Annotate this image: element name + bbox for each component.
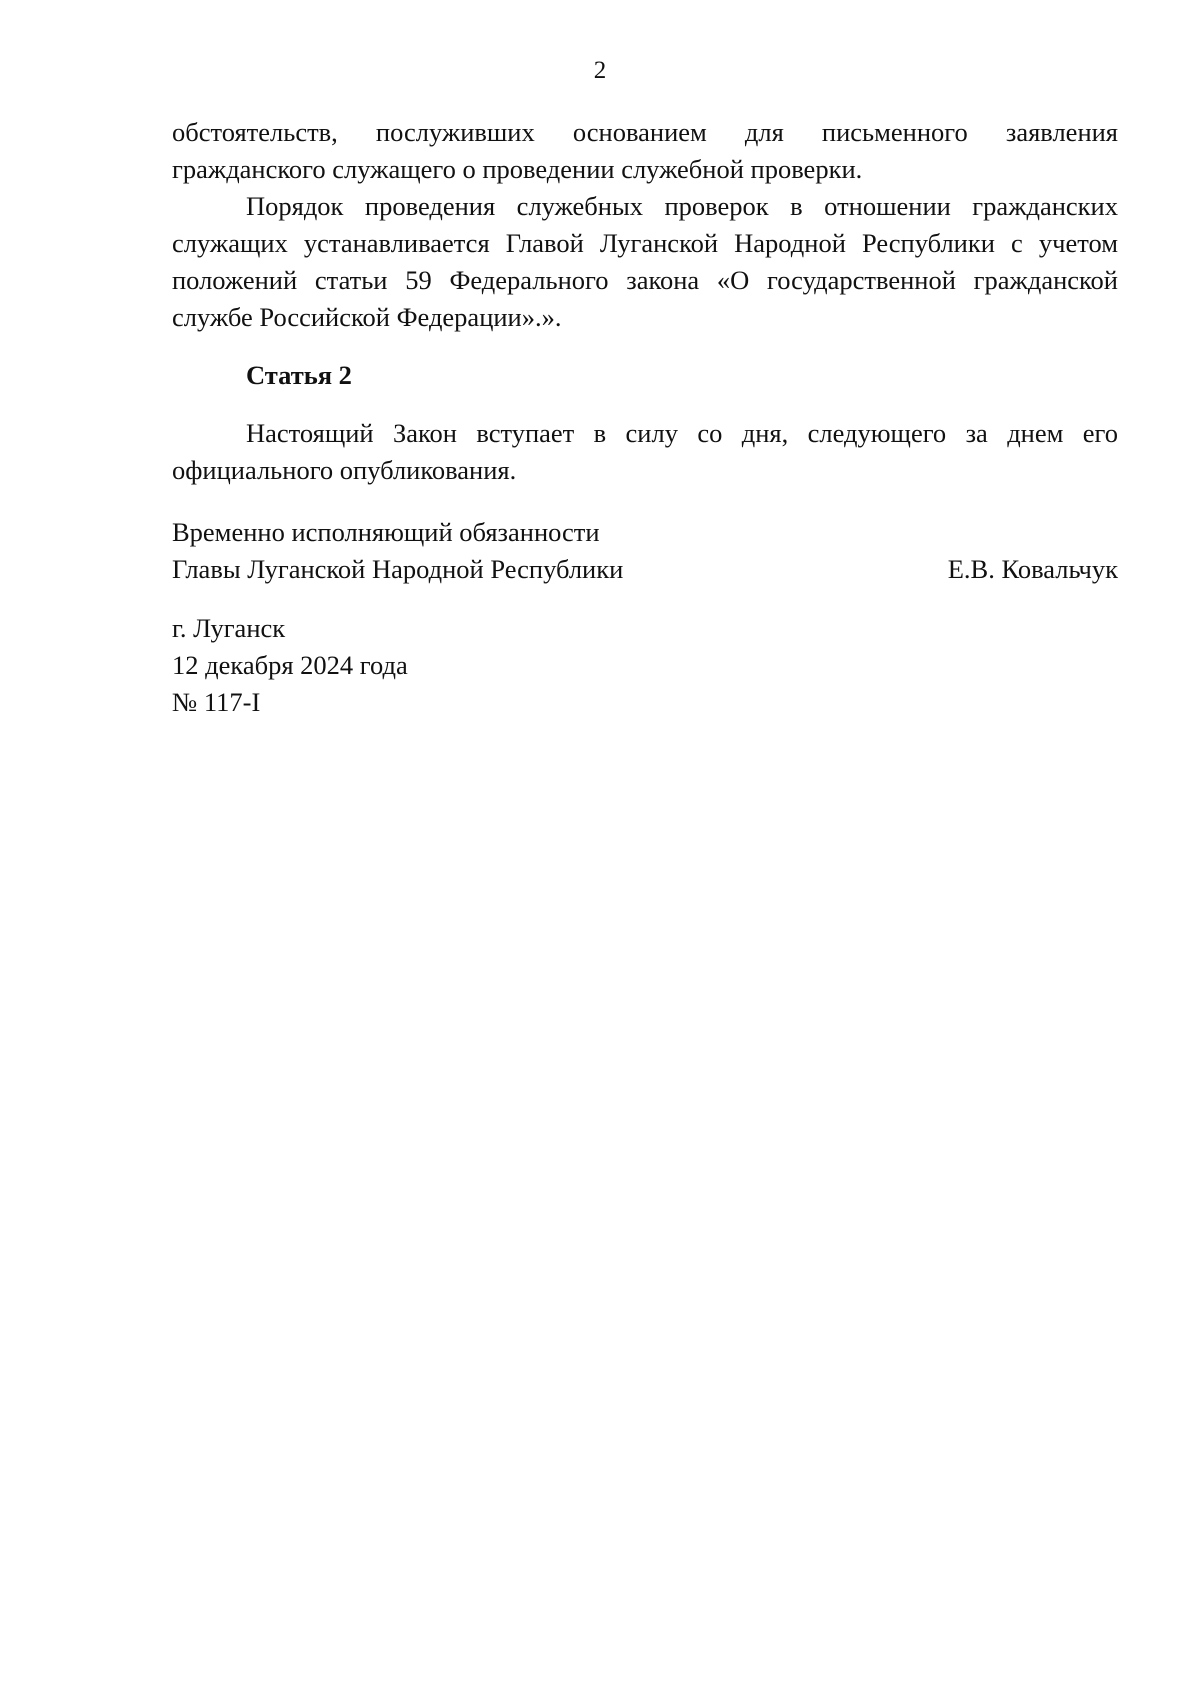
document-number: № 117-I xyxy=(172,687,261,717)
signatory-title-line1: Временно исполняющий обязанности xyxy=(172,517,600,547)
signatory-row xyxy=(172,551,1118,588)
document-date: 12 декабря 2024 года xyxy=(172,650,408,680)
signatory-title-line2: Главы Луганской Народной Республики xyxy=(172,554,624,584)
paragraph-procedure: Порядок проведения служебных проверок в отношении гражданских служащих устанавливается Главой Луганской Народной Республики с учетом положений статьи 59 Федерального закона «О государственной гражданской службе Российской Федерации».». xyxy=(172,191,1118,332)
place-city: г. Луганск xyxy=(172,613,286,643)
page-number: 2 xyxy=(593,57,607,84)
place-date-block xyxy=(172,610,1118,721)
paragraph-entry-into-force: Настоящий Закон вступает в силу со дня, следующего за днем его официального опубликования. xyxy=(172,418,1118,485)
paragraph-continuation: обстоятельств, послуживших основанием для письменного заявления гражданского служащего о проведении служебной проверки. xyxy=(172,117,1118,184)
signatory-name: Е.В. Ковальчук xyxy=(947,554,1118,584)
document-body xyxy=(172,114,1118,721)
signature-block xyxy=(172,514,1118,588)
article-heading: Статья 2 xyxy=(246,360,352,390)
